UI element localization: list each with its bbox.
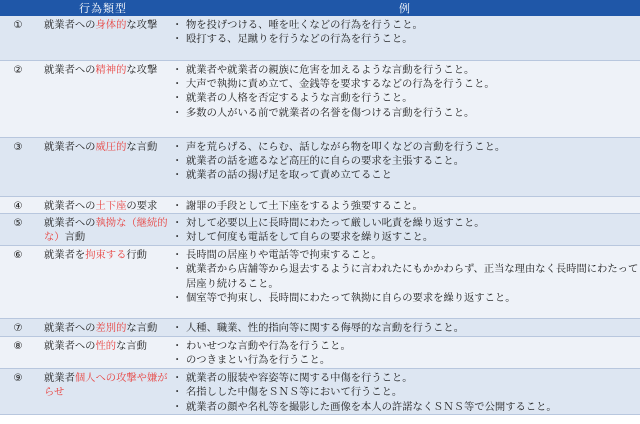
row-type bbox=[36, 137, 170, 196]
example-list bbox=[172, 321, 640, 335]
type-suffix: な攻撃 bbox=[126, 19, 158, 31]
row-number: ③ bbox=[0, 137, 36, 196]
row-type bbox=[36, 213, 170, 245]
row-examples bbox=[170, 318, 640, 336]
example-item: ・ 多数の人がいる前で就業者の名誉を傷つける言動を行うこと。 bbox=[172, 106, 640, 120]
row-number: ⑦ bbox=[0, 318, 36, 336]
header-type: 行為類型 bbox=[36, 0, 170, 16]
example-item: ・ 個室等で拘束し、長時間にわたって執拗に自らの要求を繰り返すこと。 bbox=[172, 291, 640, 305]
type-suffix: な攻撃 bbox=[126, 63, 158, 76]
header-example: 例 bbox=[170, 0, 640, 16]
example-item: ・ わいせつな言動や行為を行うこと。 bbox=[172, 339, 640, 353]
table-row bbox=[0, 196, 640, 213]
table-row bbox=[0, 60, 640, 137]
example-item: ・ 就業者や就業者の親族に危害を加えるような言動を行うこと。 bbox=[172, 63, 640, 77]
table-row bbox=[0, 137, 640, 196]
type-suffix: な言動 bbox=[116, 339, 147, 352]
example-item: ・ 就業者の話を遮るなど高圧的に自らの要求を主張すること。 bbox=[172, 154, 640, 168]
type-highlight: 土下座 bbox=[95, 199, 127, 212]
type-prefix: 就業者への bbox=[44, 216, 96, 229]
type-highlight: 拘束する bbox=[85, 248, 127, 261]
type-highlight: 身体的 bbox=[95, 19, 127, 31]
row-examples bbox=[170, 213, 640, 245]
example-item: ・ 就業者の話の揚げ足を取って責め立てること bbox=[172, 168, 640, 182]
type-suffix: の要求 bbox=[126, 199, 158, 212]
example-item: ・ 対して何度も電話をして自らの要求を繰り返すこと。 bbox=[172, 230, 640, 244]
example-item: ・ 物を投げつける、唾を吐くなどの行為を行うこと。 bbox=[172, 18, 640, 32]
type-highlight: 差別的 bbox=[95, 321, 127, 334]
example-list bbox=[172, 248, 640, 306]
type-suffix: な言動 bbox=[126, 140, 158, 153]
example-list bbox=[172, 339, 640, 368]
example-item: ・ のつきまとい行為を行うこと。 bbox=[172, 353, 640, 367]
header-num-cell bbox=[0, 0, 36, 16]
row-type bbox=[36, 318, 170, 336]
row-type bbox=[36, 60, 170, 137]
row-examples bbox=[170, 16, 640, 60]
row-number: ② bbox=[0, 60, 36, 137]
type-prefix: 就業者を bbox=[44, 248, 86, 261]
row-number: ⑧ bbox=[0, 336, 36, 368]
type-highlight: 精神的 bbox=[95, 63, 127, 76]
example-item: ・ 声を荒らげる、にらむ、話しながら物を叩くなどの言動を行うこと。 bbox=[172, 140, 640, 154]
row-number: ⑤ bbox=[0, 213, 36, 245]
type-highlight: 性的 bbox=[95, 339, 117, 352]
table-row bbox=[0, 336, 640, 368]
row-type bbox=[36, 196, 170, 213]
type-prefix: 就業者への bbox=[44, 339, 96, 352]
row-number: ⑨ bbox=[0, 368, 36, 414]
example-item: ・ 殴打する、足蹴りを行うなどの行為を行うこと。 bbox=[172, 32, 640, 46]
type-highlight: 個人への攻撃や嫌がらせ bbox=[44, 371, 168, 399]
type-suffix: 行動 bbox=[126, 248, 147, 261]
row-number: ④ bbox=[0, 196, 36, 213]
example-item: ・ 就業者の服装や容姿等に関する中傷を行うこと。 bbox=[172, 371, 640, 385]
type-prefix: 就業者への bbox=[44, 63, 96, 76]
row-examples bbox=[170, 137, 640, 196]
example-item: ・ 謝罪の手段として土下座をするよう強要すること。 bbox=[172, 199, 640, 213]
example-item: ・ 大声で執拗に責め立て、金銭等を要求するなどの行為を行うこと。 bbox=[172, 77, 640, 91]
type-prefix: 就業者への bbox=[44, 19, 96, 31]
example-item: ・ 人種、職業、性的指向等に関する侮辱的な言動を行うこと。 bbox=[172, 321, 640, 335]
row-number: ① bbox=[0, 16, 36, 60]
table-body bbox=[0, 16, 640, 414]
type-suffix: な言動 bbox=[126, 321, 158, 334]
row-type bbox=[36, 368, 170, 414]
example-item: ・ 就業者の人格を否定するような言動を行うこと。 bbox=[172, 91, 640, 105]
type-suffix: 言動 bbox=[64, 231, 86, 244]
type-prefix: 就業者への bbox=[44, 321, 96, 334]
table-row bbox=[0, 16, 640, 60]
type-highlight: 執拗な（継続的な） bbox=[44, 216, 168, 244]
row-examples bbox=[170, 196, 640, 213]
row-type bbox=[36, 245, 170, 318]
example-item: ・ 就業者から店舗等から退去するように言われたにもかかわらず、正当な理由なく長時間にわたって居座り続けること。 bbox=[172, 262, 640, 291]
row-examples bbox=[170, 368, 640, 414]
example-item: ・ 対して必要以上に長時間にわたって厳しい叱責を繰り返すこと。 bbox=[172, 216, 640, 230]
example-item: ・ 長時間の居座りや電話等で拘束すること。 bbox=[172, 248, 640, 262]
table-row bbox=[0, 213, 640, 245]
table-header-row bbox=[0, 0, 640, 16]
example-list bbox=[172, 18, 640, 47]
example-list bbox=[172, 199, 640, 213]
type-prefix: 就業者への bbox=[44, 140, 96, 153]
row-examples bbox=[170, 60, 640, 137]
table-row bbox=[0, 245, 640, 318]
table-row bbox=[0, 368, 640, 414]
example-list bbox=[172, 371, 640, 414]
type-highlight: 威圧的 bbox=[95, 140, 127, 153]
table-row bbox=[0, 318, 640, 336]
example-list bbox=[172, 216, 640, 245]
example-item: ・ 名指しした中傷をＳＮＳ等において行うこと。 bbox=[172, 385, 640, 399]
row-type bbox=[36, 16, 170, 60]
type-prefix: 就業者への bbox=[44, 199, 96, 212]
type-prefix: 就業者 bbox=[44, 371, 75, 384]
row-type bbox=[36, 336, 170, 368]
row-examples bbox=[170, 336, 640, 368]
row-number: ⑥ bbox=[0, 245, 36, 318]
row-examples bbox=[170, 245, 640, 318]
example-list bbox=[172, 63, 640, 121]
example-list bbox=[172, 140, 640, 183]
example-item: ・ 就業者の顔や名札等を撮影した画像を本人の許諾なくＳＮＳ等で公開すること。 bbox=[172, 400, 640, 414]
